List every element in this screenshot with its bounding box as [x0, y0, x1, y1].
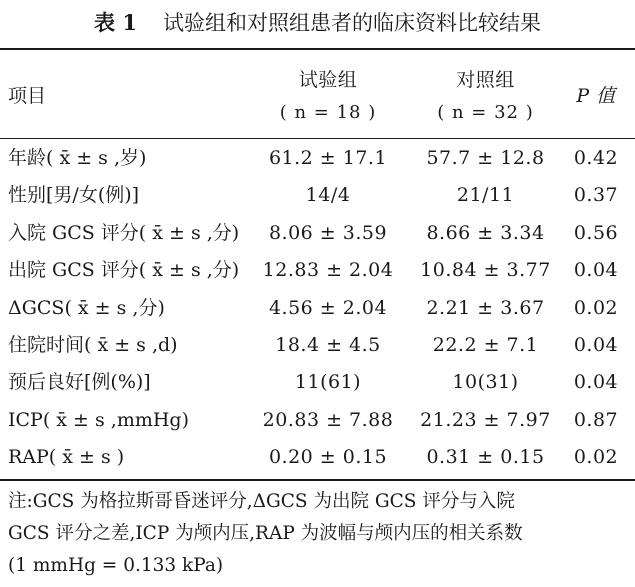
row-group1-value: 12.83 ± 2.04	[262, 259, 394, 281]
row-p-value: 0.87	[573, 409, 619, 431]
row-group1-value: 8.06 ± 3.59	[268, 222, 388, 244]
header-group1: 试验组	[298, 69, 358, 91]
table-note-line-3: (1 mmHg = 0.133 kPa)	[8, 555, 224, 576]
row-group2-value: 10(31)	[452, 371, 519, 393]
row-group1-value: 61.2 ± 17.1	[268, 147, 388, 169]
header-group2-n: ( n = 32 )	[437, 102, 534, 123]
row-p-value: 0.37	[573, 184, 619, 206]
row-group2-value: 21.23 ± 7.97	[420, 409, 551, 431]
row-group2-value: 21/11	[456, 184, 515, 206]
row-group1-value: 0.20 ± 0.15	[268, 446, 388, 468]
table-caption: 试验组和对照组患者的临床资料比较结果	[162, 11, 541, 35]
row-group2-value: 10.84 ± 3.77	[420, 259, 551, 281]
row-group2-value: 2.21 ± 3.67	[426, 297, 545, 319]
row-p-value: 0.04	[573, 334, 619, 356]
row-item-label: 出院 GCS 评分( x̄ ± s ,分)	[8, 259, 240, 281]
table-note-line-2: GCS 评分之差,ICP 为颅内压,RAP 为波幅与颅内压的相关系数	[8, 523, 523, 544]
row-p-value: 0.02	[573, 446, 619, 468]
row-item-label: ICP( x̄ ± s ,mmHg)	[8, 409, 190, 431]
header-item: 项目	[8, 85, 47, 107]
header-p-value: P 值	[576, 85, 616, 107]
header-rule	[0, 138, 635, 139]
row-p-value: 0.42	[573, 147, 619, 169]
row-group2-value: 22.2 ± 7.1	[432, 334, 539, 356]
row-group1-value: 11(61)	[294, 371, 362, 393]
table-title	[0, 8, 635, 38]
row-group1-value: 14/4	[305, 184, 351, 206]
row-item-label: 预后良好[例(%)]	[8, 371, 151, 393]
row-group2-value: 8.66 ± 3.34	[426, 222, 545, 244]
table-note-line-1: 注:GCS 为格拉斯哥昏迷评分,ΔGCS 为出院 GCS 评分与入院	[8, 491, 515, 512]
row-item-label: 入院 GCS 评分( x̄ ± s ,分)	[8, 222, 240, 244]
row-group1-value: 4.56 ± 2.04	[268, 297, 388, 319]
row-p-value: 0.04	[573, 371, 619, 393]
row-item-label: 年龄( x̄ ± s ,岁)	[8, 147, 147, 169]
row-p-value: 0.02	[573, 297, 619, 319]
row-group2-value: 0.31 ± 0.15	[426, 446, 545, 468]
row-item-label: RAP( x̄ ± s )	[8, 446, 125, 468]
row-item-label: ΔGCS( x̄ ± s ,分)	[8, 297, 165, 319]
table-number: 表 1	[94, 10, 137, 35]
header-group2: 对照组	[456, 69, 515, 91]
row-group1-value: 20.83 ± 7.88	[262, 409, 394, 431]
bottom-rule	[0, 479, 635, 481]
row-p-value: 0.56	[573, 222, 619, 244]
row-item-label: 性别[男/女(例)]	[8, 184, 140, 206]
row-group2-value: 57.7 ± 12.8	[426, 147, 545, 169]
row-p-value: 0.04	[573, 259, 619, 281]
top-rule	[0, 48, 635, 50]
header-group1-n: ( n = 18 )	[279, 102, 377, 123]
row-group1-value: 18.4 ± 4.5	[275, 334, 381, 356]
row-item-label: 住院时间( x̄ ± s ,d)	[8, 334, 178, 356]
